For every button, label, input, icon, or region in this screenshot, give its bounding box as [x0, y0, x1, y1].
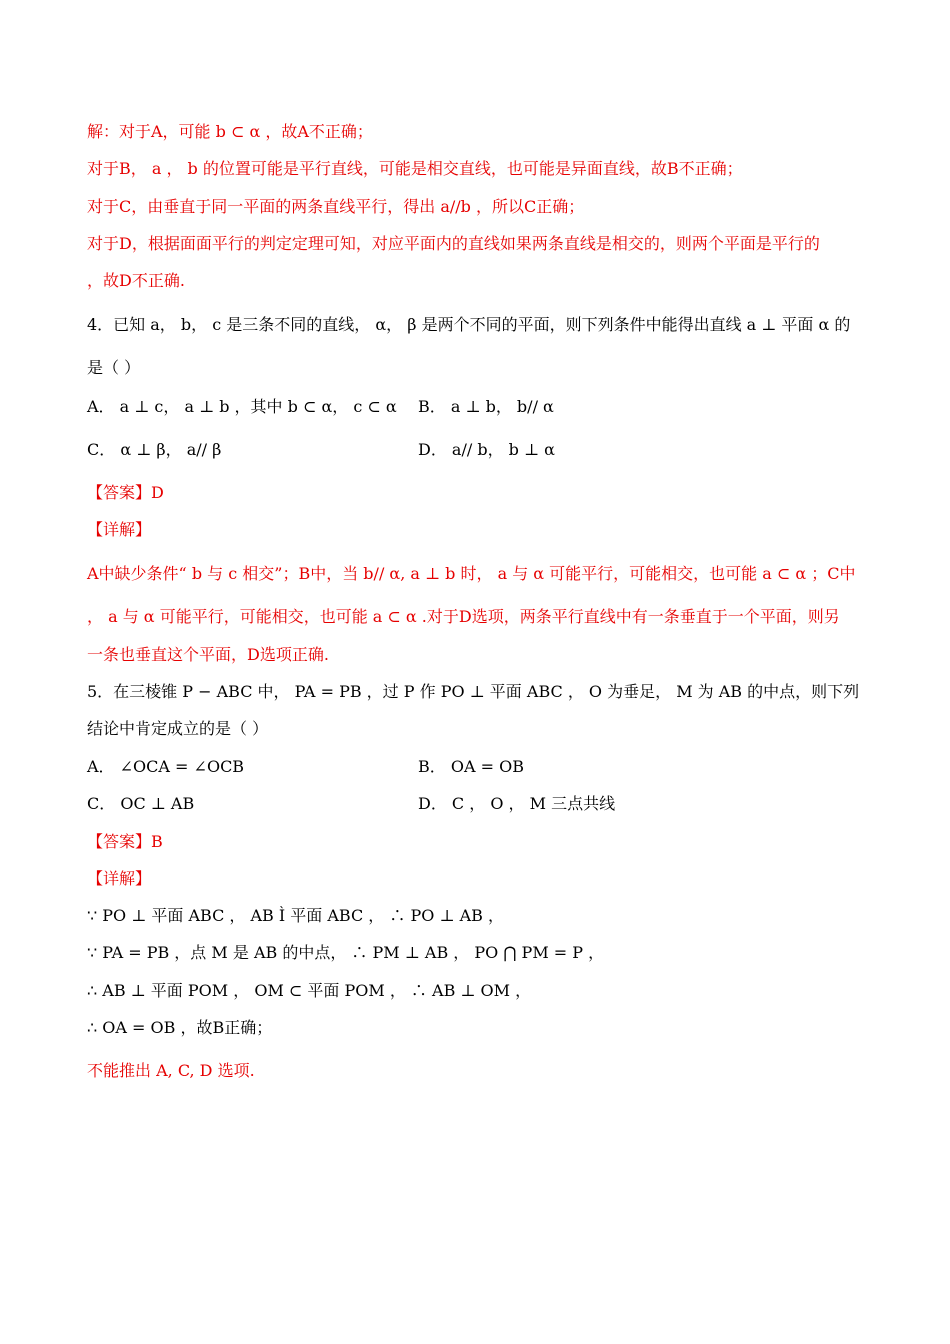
prev-solution-line-2: 对于B， a ， b 的位置可能是平行直线，可能是相交直线，也可能是异面直线，故B不正确；	[87, 159, 743, 178]
prev-solution-line-1: 解：对于A，可能 b ⊂ α ，故A不正确；	[87, 122, 373, 141]
q5-option-b: B． OA = OB	[418, 757, 524, 776]
q5-solution-step-5: 不能推出 A, C, D 选项.	[87, 1061, 255, 1080]
prev-solution-line-5: ，故D不正确.	[87, 271, 185, 290]
q5-solution-step-2: ∵ PA = PB ，点 M 是 AB 的中点， ∴ PM ⊥ AB ， PO ⋂ PM = P ，	[87, 943, 605, 962]
prev-solution-line-4: 对于D，根据面面平行的判定定理可知，对应平面内的直线如果两条直线是相交的，则两个平面是平行的	[87, 234, 820, 253]
q4-stem-line-2: 是（ ）	[87, 358, 141, 377]
q4-answer: 【答案】D	[87, 483, 164, 502]
q5-answer: 【答案】B	[87, 832, 163, 851]
q4-explanation-line-3: 一条也垂直这个平面，D选项正确.	[87, 645, 329, 664]
q4-stem-line-1: 4．已知 a， b， c 是三条不同的直线， α， β 是两个不同的平面，则下列条件中能得出直线 a ⊥ 平面 α 的	[87, 315, 851, 334]
q5-solution-step-4: ∴ OA = OB ，故B正确；	[87, 1018, 273, 1037]
q5-option-a: A． ∠OCA = ∠OCB	[87, 757, 245, 776]
q4-option-d: D． a// b， b ⊥ α	[418, 440, 555, 459]
q5-option-c: C． OC ⊥ AB	[87, 794, 195, 813]
q5-stem-line-2: 结论中肯定成立的是（ ）	[87, 719, 269, 738]
q4-explanation-line-1: A中缺少条件“ b 与 c 相交”；B中，当 b// α, a ⊥ b 时， a 与 α 可能平行，可能相交，也可能 a ⊂ α ；C中	[87, 564, 856, 583]
prev-solution-line-3: 对于C，由垂直于同一平面的两条直线平行，得出 a//b ，所以C正确；	[87, 197, 585, 216]
q4-option-b: B． a ⊥ b， b// α	[418, 397, 554, 416]
q5-option-d: D． C ， O ， M 三点共线	[418, 794, 616, 813]
q5-stem-line-1: 5．在三棱锥 P − ABC 中， PA = PB ，过 P 作 PO ⊥ 平面 ABC ， O 为垂足， M 为 AB 的中点，则下列	[87, 682, 860, 701]
q4-detail-label: 【详解】	[87, 520, 152, 539]
q4-option-c: C． α ⊥ β， a// β	[87, 440, 222, 459]
q5-detail-label: 【详解】	[87, 869, 152, 888]
q5-solution-step-3: ∴ AB ⊥ 平面 POM ， OM ⊂ 平面 POM ， ∴ AB ⊥ OM ，	[87, 981, 532, 1000]
q4-explanation-line-2: ， a 与 α 可能平行，可能相交，也可能 a ⊂ α .对于D选项，两条平行直线中有一条垂直于一个平面，则另	[87, 607, 840, 626]
q4-option-a: A． a ⊥ c， a ⊥ b ，其中 b ⊂ α， c ⊂ α	[87, 397, 397, 416]
q5-solution-step-1: ∵ PO ⊥ 平面 ABC ， AB Ì 平面 ABC ， ∴ PO ⊥ AB ，	[87, 906, 504, 925]
